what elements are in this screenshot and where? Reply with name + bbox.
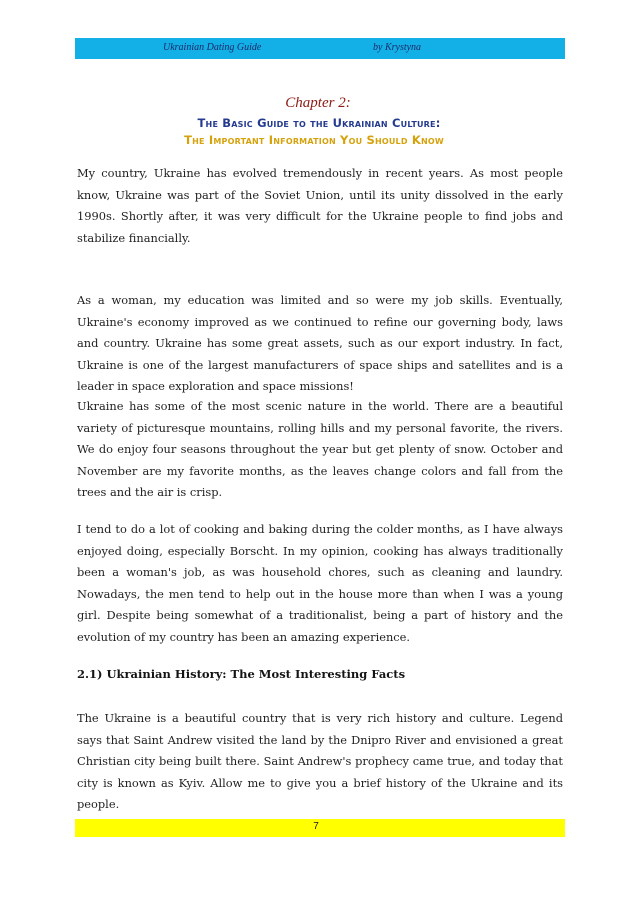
- header-author: by Krystyna: [373, 42, 422, 53]
- page-footer-bar: [75, 819, 565, 837]
- section-paragraph: The Ukraine is a beautiful country that is very rich history and culture. Legend says that Saint Andrew visited the land by the Dnipro River and envisioned a great Christian city being built there. Saint Andrew's prophecy came true, and today that city is known as Kyiv. Allow me to give you a brief history of the Ukraine and its people.: [77, 711, 563, 811]
- section-heading: 2.1) Ukrainian History: The Most Interesting Facts: [77, 667, 406, 681]
- header-document-title: Ukrainian Dating Guide: [163, 42, 262, 53]
- chapter-title-line-2: The Important Information You Should Know: [184, 133, 444, 147]
- chapter-title-line-1: The Basic Guide to the Ukrainian Culture:: [197, 116, 441, 130]
- body-paragraph: As a woman, my education was limited and so were my job skills. Eventually, Ukraine's economy improved as we continued to refine our governing body, laws and country. Ukraine has some great assets, such as our export industry. In fact, Ukraine is one of the largest manufacturers of space ships and satellites and is a leader in space exploration and space missions!: [77, 293, 563, 393]
- page-header-bar: [75, 38, 565, 59]
- body-paragraph: I tend to do a lot of cooking and baking during the colder months, as I have always enjoyed doing, especially Borscht. In my opinion, cooking has always traditionally been a woman's job, as was household chores, such as cleaning and laundry. Nowadays, the men tend to help out in the house more than when I was a young girl. Despite being somewhat of a traditionalist, being a part of history and the evolution of my country has been an amazing experience.: [77, 522, 563, 644]
- body-paragraph: Ukraine has some of the most scenic nature in the world. There are a beautiful variety of picturesque mountains, rolling hills and my personal favorite, the rivers. We do enjoy four seasons throughout the year but get plenty of snow. October and November are my favorite months, as the leaves change colors and fall from the trees and the air is crisp.: [77, 399, 563, 499]
- body-paragraph: My country, Ukraine has evolved tremendously in recent years. As most people know, Ukraine was part of the Soviet Union, until its unity dissolved in the early 1990s. Shortly after, it was very difficult for the Ukraine people to find jobs and stabilize financially.: [77, 166, 563, 245]
- page-number: 7: [313, 821, 319, 832]
- chapter-label: Chapter 2:: [285, 95, 351, 111]
